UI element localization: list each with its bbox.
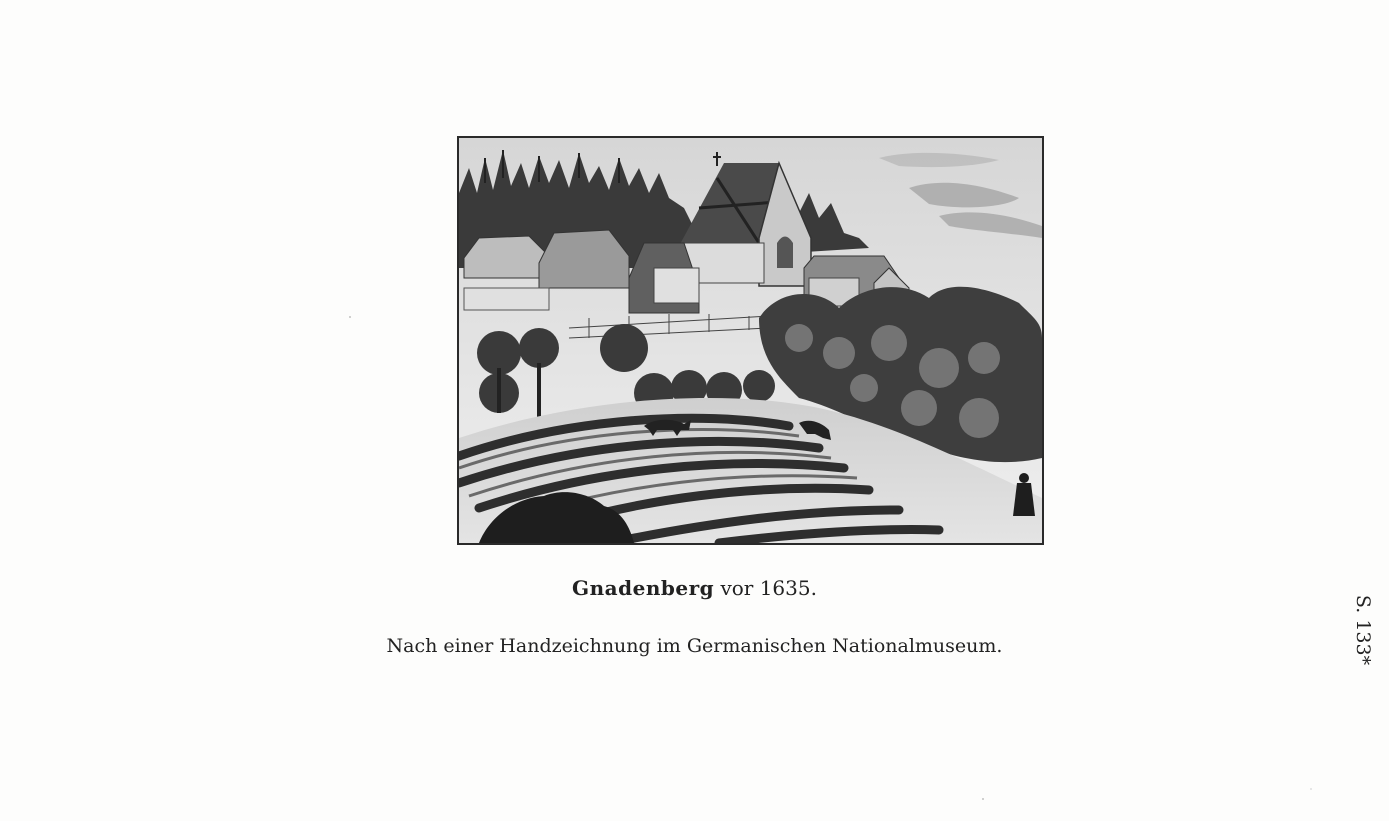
illustration-plate [457,136,1044,545]
paper-speck [1310,788,1312,790]
paper-speck [982,798,984,800]
page-reference-label: S. 133* [1352,594,1374,666]
engraving-gnadenberg-drawing [459,138,1042,543]
caption-title [0,576,1389,600]
caption-source: Nach einer Handzeichnung im Germanischen Nationalmuseum. [386,635,1003,657]
caption-place: Gnadenberg [572,576,715,600]
caption-date: vor 1635. [720,576,817,600]
page-reference [1343,585,1383,675]
paper-speck [349,316,351,318]
